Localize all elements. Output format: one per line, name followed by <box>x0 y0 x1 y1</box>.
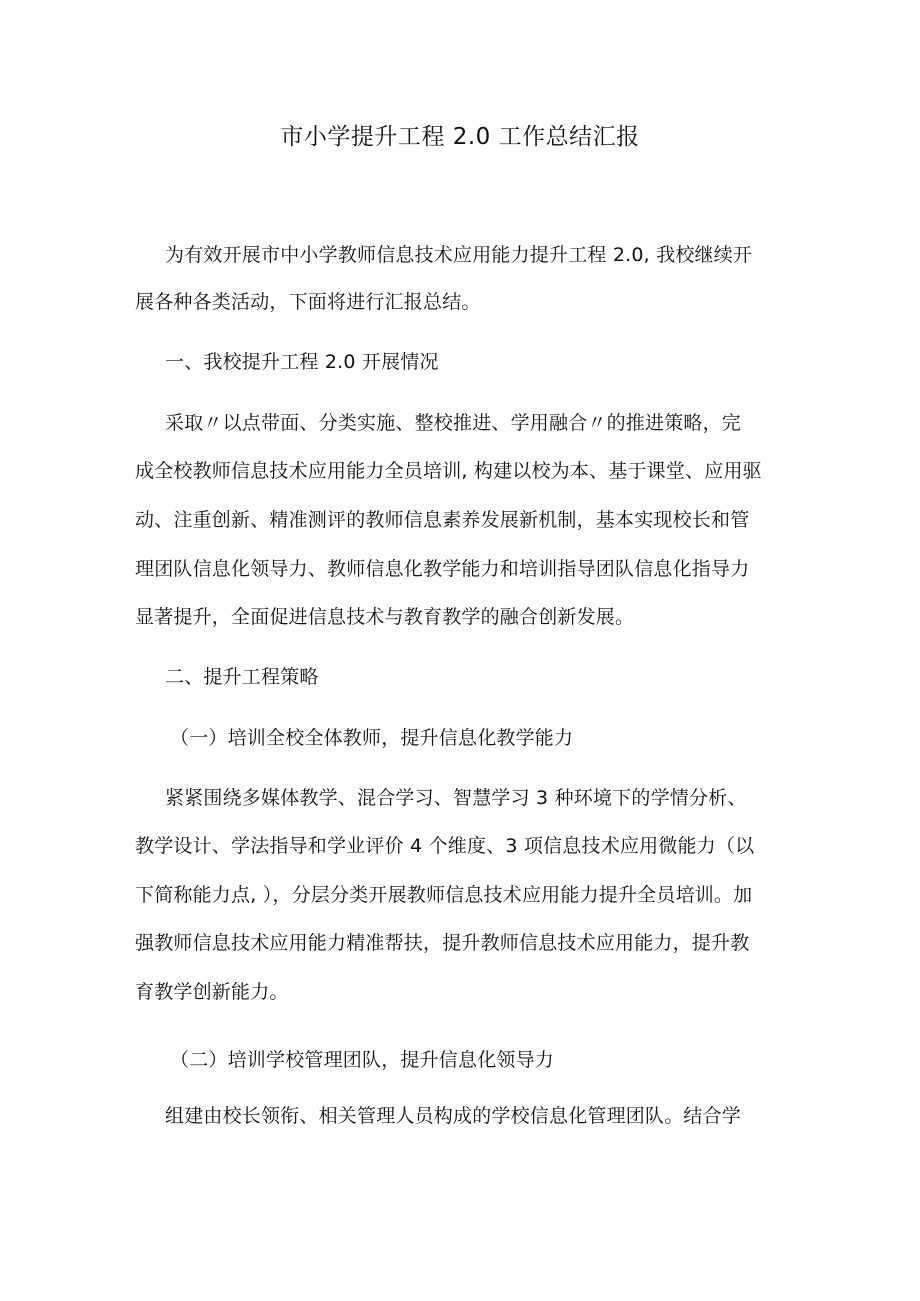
intro-line-1: 为有效开展市中小学教师信息技术应用能力提升工程 2.0, 我校继续开 <box>165 244 753 266</box>
document-title: 市小学提升工程 2.0 工作总结汇报 <box>280 124 640 150</box>
section2-heading: 二、提升工程策略 <box>165 666 319 688</box>
sub1-line-1: 紧紧围绕多媒体教学、混合学习、智慧学习 3 种环境下的学情分析、 <box>165 787 747 809</box>
section1-line-5: 显著提升，全面促进信息技术与教育教学的融合创新发展。 <box>135 606 635 628</box>
section1-line-2: 成全校教师信息技术应用能力全员培训, 构建以校为本、基于课堂、应用驱 <box>135 460 762 482</box>
sub2-heading: （二）培训学校管理团队，提升信息化领导力 <box>170 1049 555 1071</box>
section1-line-4: 理团队信息化领导力、教师信息化教学能力和培训指导团队信息化指导力 <box>135 558 750 580</box>
section1-line-3: 动、注重创新、精准测评的教师信息素养发展新机制，基本实现校长和管 <box>135 509 750 531</box>
sub2-line-1: 组建由校长领衔、相关管理人员构成的学校信息化管理团队。结合学 <box>165 1105 742 1127</box>
section1-heading: 一、我校提升工程 2.0 开展情况 <box>165 351 439 373</box>
sub1-line-5: 育教学创新能力。 <box>135 981 289 1003</box>
sub1-heading: （一）培训全校全体教师，提升信息化教学能力 <box>170 727 574 749</box>
sub1-line-2: 教学设计、学法指导和学业评价 4 个维度、3 项信息技术应用微能力（以 <box>135 835 755 857</box>
intro-line-2: 展各种各类活动，下面将进行汇报总结。 <box>135 291 481 313</box>
sub1-line-3: 下简称能力点, ），分层分类开展教师信息技术应用能力提升全员培训。加 <box>135 884 753 906</box>
section1-line-1: 采取〃以点带面、分类实施、整校推进、学用融合〃的推进策略，完 <box>165 412 742 434</box>
sub1-line-4: 强教师信息技术应用能力精准帮扶，提升教师信息技术应用能力，提升教 <box>135 932 750 954</box>
